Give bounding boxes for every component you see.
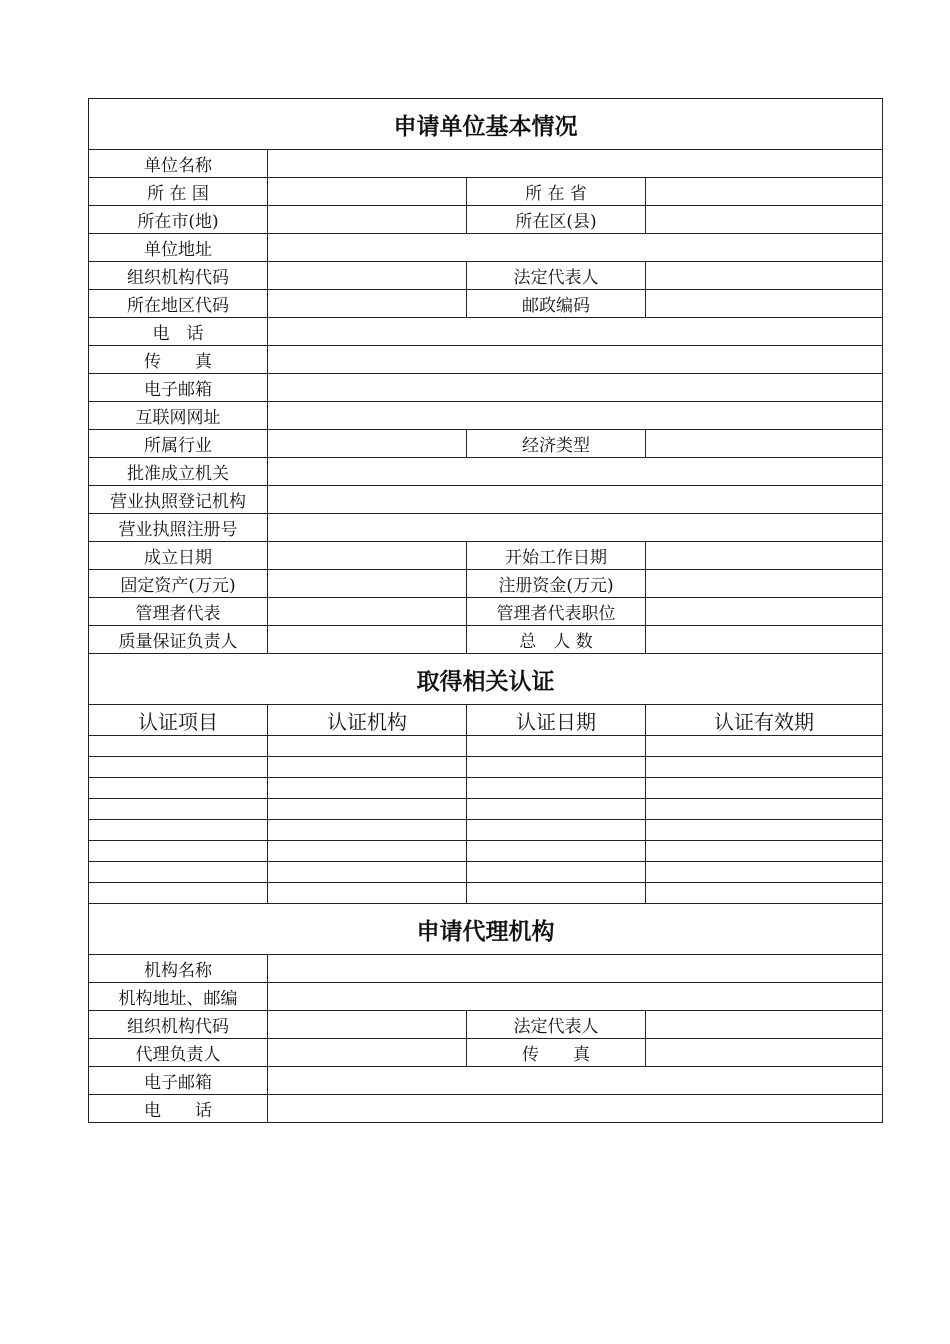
cert-table-row <box>89 883 883 904</box>
basic-info-field-row <box>89 178 883 206</box>
field-label: 固定资产(万元) <box>89 570 268 598</box>
cert-cell[interactable] <box>646 757 883 778</box>
field-label: 电子邮箱 <box>89 374 268 402</box>
field-value[interactable] <box>268 458 883 486</box>
cert-cell[interactable] <box>268 862 467 883</box>
section-title-certifications-row <box>89 654 883 705</box>
field-label: 法定代表人 <box>467 262 646 290</box>
field-label: 经济类型 <box>467 430 646 458</box>
section-title-certifications: 取得相关认证 <box>89 654 883 705</box>
field-value[interactable] <box>646 570 883 598</box>
field-label: 邮政编码 <box>467 290 646 318</box>
section-title-agency-row <box>89 904 883 955</box>
field-value[interactable] <box>646 542 883 570</box>
field-label: 电 话 <box>89 1095 268 1123</box>
cert-cell[interactable] <box>268 841 467 862</box>
field-value[interactable] <box>646 430 883 458</box>
field-value[interactable] <box>268 206 467 234</box>
cert-column-header: 认证机构 <box>268 705 467 736</box>
field-value[interactable] <box>268 486 883 514</box>
cert-cell[interactable] <box>89 862 268 883</box>
field-label: 成立日期 <box>89 542 268 570</box>
basic-info-field-row <box>89 346 883 374</box>
field-value[interactable] <box>646 1039 883 1067</box>
field-value[interactable] <box>646 206 883 234</box>
field-label: 电 话 <box>89 318 268 346</box>
cert-cell[interactable] <box>268 736 467 757</box>
basic-info-field-row <box>89 598 883 626</box>
field-label: 机构名称 <box>89 955 268 983</box>
cert-cell[interactable] <box>268 778 467 799</box>
basic-info-field-row <box>89 570 883 598</box>
field-value[interactable] <box>268 1011 467 1039</box>
field-value[interactable] <box>268 542 467 570</box>
field-value[interactable] <box>268 290 467 318</box>
cert-cell[interactable] <box>646 736 883 757</box>
cert-cell[interactable] <box>268 799 467 820</box>
field-value[interactable] <box>646 178 883 206</box>
cert-column-header: 认证项目 <box>89 705 268 736</box>
basic-info-field-row <box>89 430 883 458</box>
field-label: 传 真 <box>89 346 268 374</box>
field-label: 互联网网址 <box>89 402 268 430</box>
field-label: 总 人 数 <box>467 626 646 654</box>
field-label: 传 真 <box>467 1039 646 1067</box>
cert-cell[interactable] <box>467 778 646 799</box>
basic-info-field-row <box>89 290 883 318</box>
cert-cell[interactable] <box>89 757 268 778</box>
field-label: 机构地址、邮编 <box>89 983 268 1011</box>
cert-cell[interactable] <box>268 757 467 778</box>
field-value[interactable] <box>268 402 883 430</box>
cert-cell[interactable] <box>646 820 883 841</box>
field-value[interactable] <box>268 983 883 1011</box>
field-label: 所 在 省 <box>467 178 646 206</box>
field-value[interactable] <box>268 318 883 346</box>
cert-table-row <box>89 820 883 841</box>
field-value[interactable] <box>646 1011 883 1039</box>
application-form <box>88 98 883 1123</box>
cert-cell[interactable] <box>89 778 268 799</box>
agency-field-row <box>89 955 883 983</box>
field-label: 所属行业 <box>89 430 268 458</box>
cert-table-row <box>89 862 883 883</box>
basic-info-field-row <box>89 318 883 346</box>
form-body <box>89 99 883 1123</box>
cert-cell[interactable] <box>646 862 883 883</box>
field-label: 营业执照登记机构 <box>89 486 268 514</box>
basic-info-field-row <box>89 514 883 542</box>
field-label: 所在市(地) <box>89 206 268 234</box>
field-value[interactable] <box>268 262 467 290</box>
section-title-basic-info-row <box>89 99 883 150</box>
agency-field-row <box>89 1095 883 1123</box>
basic-info-field-row <box>89 234 883 262</box>
field-value[interactable] <box>268 570 467 598</box>
field-value[interactable] <box>268 1039 467 1067</box>
cert-cell[interactable] <box>268 883 467 904</box>
basic-info-field-row <box>89 626 883 654</box>
field-label: 管理者代表职位 <box>467 598 646 626</box>
cert-cell[interactable] <box>89 799 268 820</box>
basic-info-field-row <box>89 458 883 486</box>
field-value[interactable] <box>268 598 467 626</box>
basic-info-field-row <box>89 486 883 514</box>
cert-cell[interactable] <box>89 883 268 904</box>
section-title-agency: 申请代理机构 <box>89 904 883 955</box>
field-label: 管理者代表 <box>89 598 268 626</box>
cert-cell[interactable] <box>467 883 646 904</box>
basic-info-field-row <box>89 542 883 570</box>
cert-cell[interactable] <box>268 820 467 841</box>
cert-header-row <box>89 705 883 736</box>
field-value[interactable] <box>646 598 883 626</box>
cert-cell[interactable] <box>89 820 268 841</box>
cert-cell[interactable] <box>467 736 646 757</box>
cert-cell[interactable] <box>89 736 268 757</box>
basic-info-field-row <box>89 262 883 290</box>
field-label: 电子邮箱 <box>89 1067 268 1095</box>
field-label: 代理负责人 <box>89 1039 268 1067</box>
basic-info-field-row <box>89 206 883 234</box>
field-label: 所在区(县) <box>467 206 646 234</box>
field-label: 组织机构代码 <box>89 262 268 290</box>
cert-cell[interactable] <box>646 883 883 904</box>
cert-cell[interactable] <box>467 757 646 778</box>
cert-cell[interactable] <box>646 799 883 820</box>
field-value[interactable] <box>268 430 467 458</box>
field-value[interactable] <box>268 1095 883 1123</box>
field-value[interactable] <box>268 234 883 262</box>
field-label: 营业执照注册号 <box>89 514 268 542</box>
field-value[interactable] <box>268 346 883 374</box>
field-value[interactable] <box>268 178 467 206</box>
cert-table-row <box>89 799 883 820</box>
cert-cell[interactable] <box>646 778 883 799</box>
basic-info-field-row <box>89 402 883 430</box>
field-value[interactable] <box>268 626 467 654</box>
field-value[interactable] <box>646 262 883 290</box>
field-value[interactable] <box>268 374 883 402</box>
cert-cell[interactable] <box>467 862 646 883</box>
agency-field-row <box>89 1011 883 1039</box>
field-label: 所在地区代码 <box>89 290 268 318</box>
field-label: 单位名称 <box>89 150 268 178</box>
field-label: 组织机构代码 <box>89 1011 268 1039</box>
agency-field-row <box>89 1067 883 1095</box>
cert-table-row <box>89 841 883 862</box>
cert-column-header: 认证日期 <box>467 705 646 736</box>
basic-info-field-row <box>89 150 883 178</box>
field-label: 质量保证负责人 <box>89 626 268 654</box>
cert-table-row <box>89 757 883 778</box>
field-value[interactable] <box>268 514 883 542</box>
basic-info-field-row <box>89 374 883 402</box>
field-value[interactable] <box>268 150 883 178</box>
agency-field-row <box>89 1039 883 1067</box>
cert-table-row <box>89 736 883 757</box>
field-label: 开始工作日期 <box>467 542 646 570</box>
field-label: 单位地址 <box>89 234 268 262</box>
field-value[interactable] <box>646 290 883 318</box>
agency-field-row <box>89 983 883 1011</box>
cert-cell[interactable] <box>646 841 883 862</box>
field-value[interactable] <box>268 955 883 983</box>
cert-cell[interactable] <box>467 799 646 820</box>
cert-cell[interactable] <box>467 841 646 862</box>
cert-cell[interactable] <box>89 841 268 862</box>
cert-table-row <box>89 778 883 799</box>
field-label: 批准成立机关 <box>89 458 268 486</box>
cert-column-header: 认证有效期 <box>646 705 883 736</box>
field-label: 注册资金(万元) <box>467 570 646 598</box>
cert-cell[interactable] <box>467 820 646 841</box>
section-title-basic-info: 申请单位基本情况 <box>89 99 883 150</box>
field-label: 法定代表人 <box>467 1011 646 1039</box>
field-value[interactable] <box>268 1067 883 1095</box>
field-value[interactable] <box>646 626 883 654</box>
field-label: 所 在 国 <box>89 178 268 206</box>
